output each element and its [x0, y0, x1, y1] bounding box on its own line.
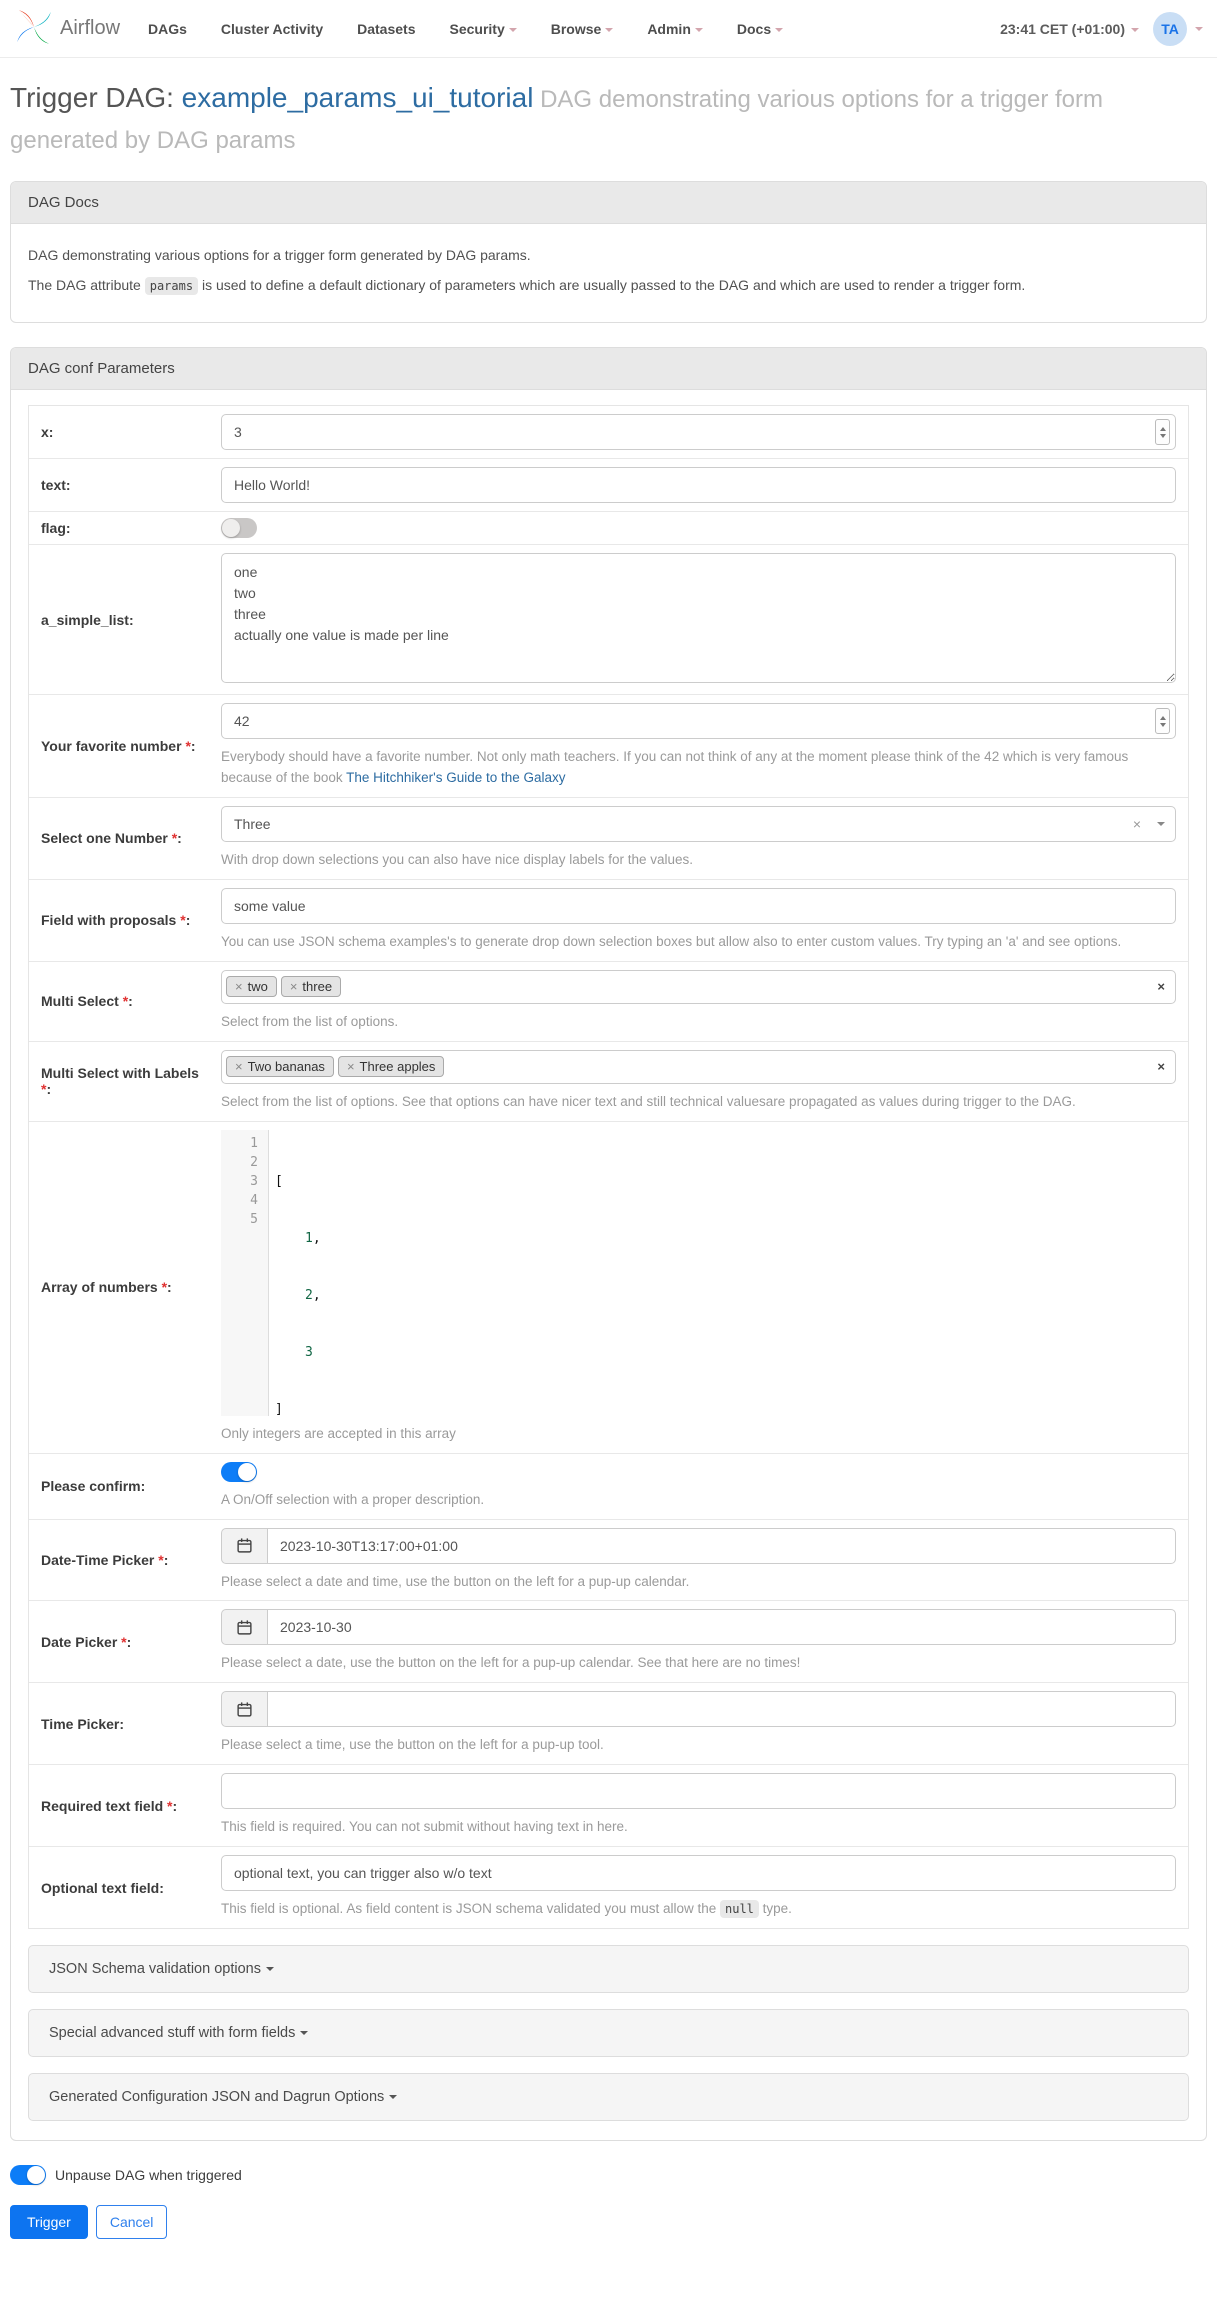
please-confirm-toggle[interactable]: [221, 1462, 257, 1482]
multi-select-box[interactable]: [221, 970, 1176, 1004]
optional-text-description: This field is optional. As field content is JSON schema validated you must allow the null type.: [221, 1901, 792, 1917]
dag-id-link[interactable]: example_params_ui_tutorial: [181, 82, 534, 113]
caret-down-icon: [695, 28, 703, 32]
flag-toggle[interactable]: [221, 518, 257, 538]
nav-right: [1000, 12, 1203, 46]
date-input[interactable]: [267, 1609, 1176, 1645]
required-asterisk: *: [167, 1797, 173, 1814]
field-label-favorite-number: Your favorite number *:: [41, 738, 196, 755]
hitchhikers-guide-link[interactable]: The Hitchhiker's Guide to the Galaxy: [346, 770, 566, 786]
field-label-multi-select-labels: Multi Select with Labels *:: [41, 1065, 199, 1098]
required-asterisk: *: [185, 738, 191, 755]
brand-name: Airflow: [60, 17, 121, 39]
dag-docs-header: DAG Docs: [11, 182, 1206, 224]
date-description: Please select a date, use the button on the left for a pup-up calendar. See that here are no times!: [221, 1655, 801, 1671]
field-row-array-of-numbers: [29, 1122, 1188, 1454]
field-label-select-one-number: Select one Number *:: [41, 830, 182, 847]
number-spinner-icon[interactable]: [1155, 419, 1170, 445]
field-row-date-picker: [29, 1601, 1188, 1683]
dag-conf-header: DAG conf Parameters: [11, 348, 1206, 390]
field-label-text: text:: [41, 477, 71, 494]
text-input[interactable]: [221, 467, 1176, 503]
editor-line-numbers: 1 2 3 4 5: [221, 1130, 269, 1416]
required-asterisk: *: [161, 1279, 168, 1296]
unpause-dag-toggle[interactable]: [10, 2165, 46, 2185]
field-row-multi-select: [29, 962, 1188, 1042]
editor-code-area[interactable]: [ 1, 2, 3 ]: [275, 1173, 321, 1417]
trigger-button[interactable]: Trigger: [10, 2205, 88, 2239]
avatar: TA: [1153, 12, 1187, 46]
multi-select-labels-box[interactable]: [221, 1050, 1176, 1084]
accordion-generated-config[interactable]: Generated Configuration JSON and Dagrun Options: [28, 2073, 1189, 2121]
required-asterisk: *: [122, 993, 129, 1010]
number-spinner-icon[interactable]: [1155, 708, 1170, 734]
field-label-datetime-picker: Date-Time Picker *:: [41, 1552, 169, 1569]
json-code-editor[interactable]: [221, 1130, 1176, 1416]
airflow-brand[interactable]: [14, 7, 120, 50]
proposals-input[interactable]: [221, 888, 1176, 924]
caret-down-icon: [605, 28, 613, 32]
field-row-flag: [29, 512, 1188, 545]
title-prefix: Trigger DAG:: [10, 82, 182, 113]
field-label-x: x:: [41, 424, 54, 441]
datetime-description: Please select a date and time, use the button on the left for a pup-up calendar.: [221, 1573, 690, 1589]
caret-down-icon: [389, 2095, 397, 2099]
selected-value: Three: [234, 816, 271, 833]
multi-select-labels-description: Select from the list of options. See that options can have nicer text and still technical valuesare propagated as values during trigger to the DAG.: [221, 1093, 1076, 1109]
dag-docs-paragraph-2: The DAG attribute params is used to define a default dictionary of parameters which are usually passed to the DAG and which are used to render a trigger form.: [28, 277, 1026, 294]
nav-item-cluster-activity[interactable]: Cluster Activity: [220, 20, 324, 37]
required-asterisk: *: [158, 1552, 164, 1569]
x-number-input[interactable]: [221, 414, 1176, 450]
clear-all-icon[interactable]: ×: [1157, 979, 1165, 995]
field-row-proposals: [29, 880, 1188, 962]
nav-item-security[interactable]: Security: [449, 21, 516, 37]
favorite-number-description: Everybody should have a favorite number. Not only math teachers. If you can not think of any at the moment please think of the 42 which is very famous because of the book The Hitchhiker's Guide to the Galaxy: [221, 749, 1129, 786]
tag-two-bananas: × Two bananas: [226, 1056, 334, 1077]
timezone-selector[interactable]: 23:41 CET (+01:00): [1000, 21, 1139, 37]
caret-down-icon: [1157, 822, 1165, 826]
caret-down-icon: [509, 28, 517, 32]
accordion-advanced-form-fields[interactable]: Special advanced stuff with form fields: [28, 2009, 1189, 2057]
field-row-please-confirm: [29, 1454, 1188, 1520]
field-label-please-confirm: Please confirm:: [41, 1478, 146, 1495]
field-label-date-picker: Date Picker *:: [41, 1633, 132, 1650]
nav-item-docs[interactable]: Docs: [737, 21, 783, 37]
nav-menu: [148, 21, 1000, 37]
remove-tag-icon[interactable]: ×: [235, 1059, 243, 1075]
params-form: [28, 405, 1189, 1929]
favorite-number-input[interactable]: [221, 703, 1176, 739]
form-footer: [10, 2165, 1207, 2239]
field-label-proposals: Field with proposals *:: [41, 912, 191, 929]
page-title: [10, 78, 1207, 159]
field-row-favorite-number: [29, 695, 1188, 798]
dag-docs-panel: [10, 181, 1207, 323]
field-label-flag: flag:: [41, 520, 71, 537]
a-simple-list-textarea[interactable]: [221, 553, 1176, 683]
caret-down-icon: [1131, 28, 1139, 32]
cancel-button[interactable]: Cancel: [96, 2205, 168, 2239]
dag-docs-body: [11, 224, 1206, 322]
field-label-array-of-numbers: Array of numbers *:: [41, 1279, 172, 1296]
field-row-multi-select-labels: [29, 1042, 1188, 1122]
calendar-button[interactable]: [221, 1528, 267, 1564]
caret-down-icon: [300, 2031, 308, 2035]
accordion-json-schema-options[interactable]: JSON Schema validation options: [28, 1945, 1189, 1993]
remove-tag-icon[interactable]: ×: [346, 1059, 355, 1075]
nav-item-datasets[interactable]: Datasets: [357, 20, 416, 37]
airflow-logo-icon: [14, 7, 54, 50]
tag-three: × three: [281, 976, 341, 997]
dag-conf-panel: [10, 347, 1207, 2141]
null-code-chip: null: [720, 1900, 759, 1918]
time-description: Please select a time, use the button on the left for a pup-up tool.: [221, 1737, 604, 1753]
field-label-optional-text: Optional text field:: [41, 1879, 164, 1896]
required-asterisk: *: [171, 830, 178, 847]
field-row-optional-text: [29, 1847, 1188, 1928]
calendar-icon: [236, 1537, 253, 1554]
array-of-numbers-description: Only integers are accepted in this array: [221, 1425, 456, 1441]
calendar-button[interactable]: [221, 1609, 267, 1645]
tag-two: × two: [226, 976, 277, 997]
field-label-a-simple-list: a_simple_list:: [41, 611, 134, 628]
field-row-a-simple-list: [29, 545, 1188, 695]
unpause-dag-label: Unpause DAG when triggered: [55, 2167, 242, 2184]
please-confirm-description: A On/Off selection with a proper description.: [221, 1491, 485, 1507]
field-row-datetime-picker: [29, 1520, 1188, 1602]
required-asterisk: *: [180, 912, 186, 929]
field-label-required-text: Required text field *:: [41, 1797, 178, 1814]
remove-tag-icon[interactable]: ×: [235, 979, 243, 995]
dag-description: DAG demonstrating various options for a trigger form generated by DAG params: [10, 86, 1103, 154]
required-asterisk: *: [41, 1081, 47, 1098]
select-one-number-description: With drop down selections you can also have nice display labels for the values.: [221, 852, 694, 868]
field-row-x: [29, 406, 1188, 459]
field-row-select-one-number: [29, 798, 1188, 880]
calendar-button[interactable]: [221, 1691, 267, 1727]
required-text-description: This field is required. You can not submit without having text in here.: [221, 1819, 628, 1835]
navbar: [0, 0, 1217, 58]
nav-item-admin[interactable]: Admin: [647, 21, 703, 37]
caret-down-icon: [775, 28, 783, 32]
calendar-icon: [236, 1619, 253, 1636]
datetime-input[interactable]: [267, 1528, 1176, 1564]
field-label-time-picker: Time Picker:: [41, 1715, 125, 1732]
nav-item-dags[interactable]: DAGs: [148, 20, 187, 37]
multi-select-description: Select from the list of options.: [221, 1013, 399, 1029]
clear-all-icon[interactable]: ×: [1157, 1059, 1165, 1075]
tag-three-apples: × Three apples: [338, 1056, 444, 1077]
required-asterisk: *: [121, 1633, 127, 1650]
nav-item-browse[interactable]: Browse: [551, 21, 614, 37]
select-one-number-dropdown[interactable]: [221, 806, 1176, 842]
field-row-text: [29, 459, 1188, 512]
caret-down-icon: [266, 1967, 274, 1971]
optional-text-input[interactable]: [221, 1855, 1176, 1891]
remove-tag-icon[interactable]: ×: [289, 979, 298, 995]
field-row-time-picker: [29, 1683, 1188, 1765]
user-menu[interactable]: [1153, 12, 1203, 46]
dag-docs-paragraph-1: DAG demonstrating various options for a trigger form generated by DAG params.: [28, 247, 531, 264]
time-input[interactable]: [267, 1691, 1176, 1727]
clear-selection-icon[interactable]: ×: [1132, 816, 1141, 833]
required-text-input[interactable]: [221, 1773, 1176, 1809]
calendar-icon: [236, 1701, 253, 1718]
proposals-description: You can use JSON schema examples's to generate drop down selection boxes but allow also to enter custom values. Try typing an 'a' and see options.: [221, 933, 1122, 949]
field-label-multi-select: Multi Select *:: [41, 993, 133, 1010]
field-row-required-text: [29, 1765, 1188, 1847]
params-code-chip: params: [145, 277, 198, 295]
caret-down-icon: [1195, 27, 1203, 31]
